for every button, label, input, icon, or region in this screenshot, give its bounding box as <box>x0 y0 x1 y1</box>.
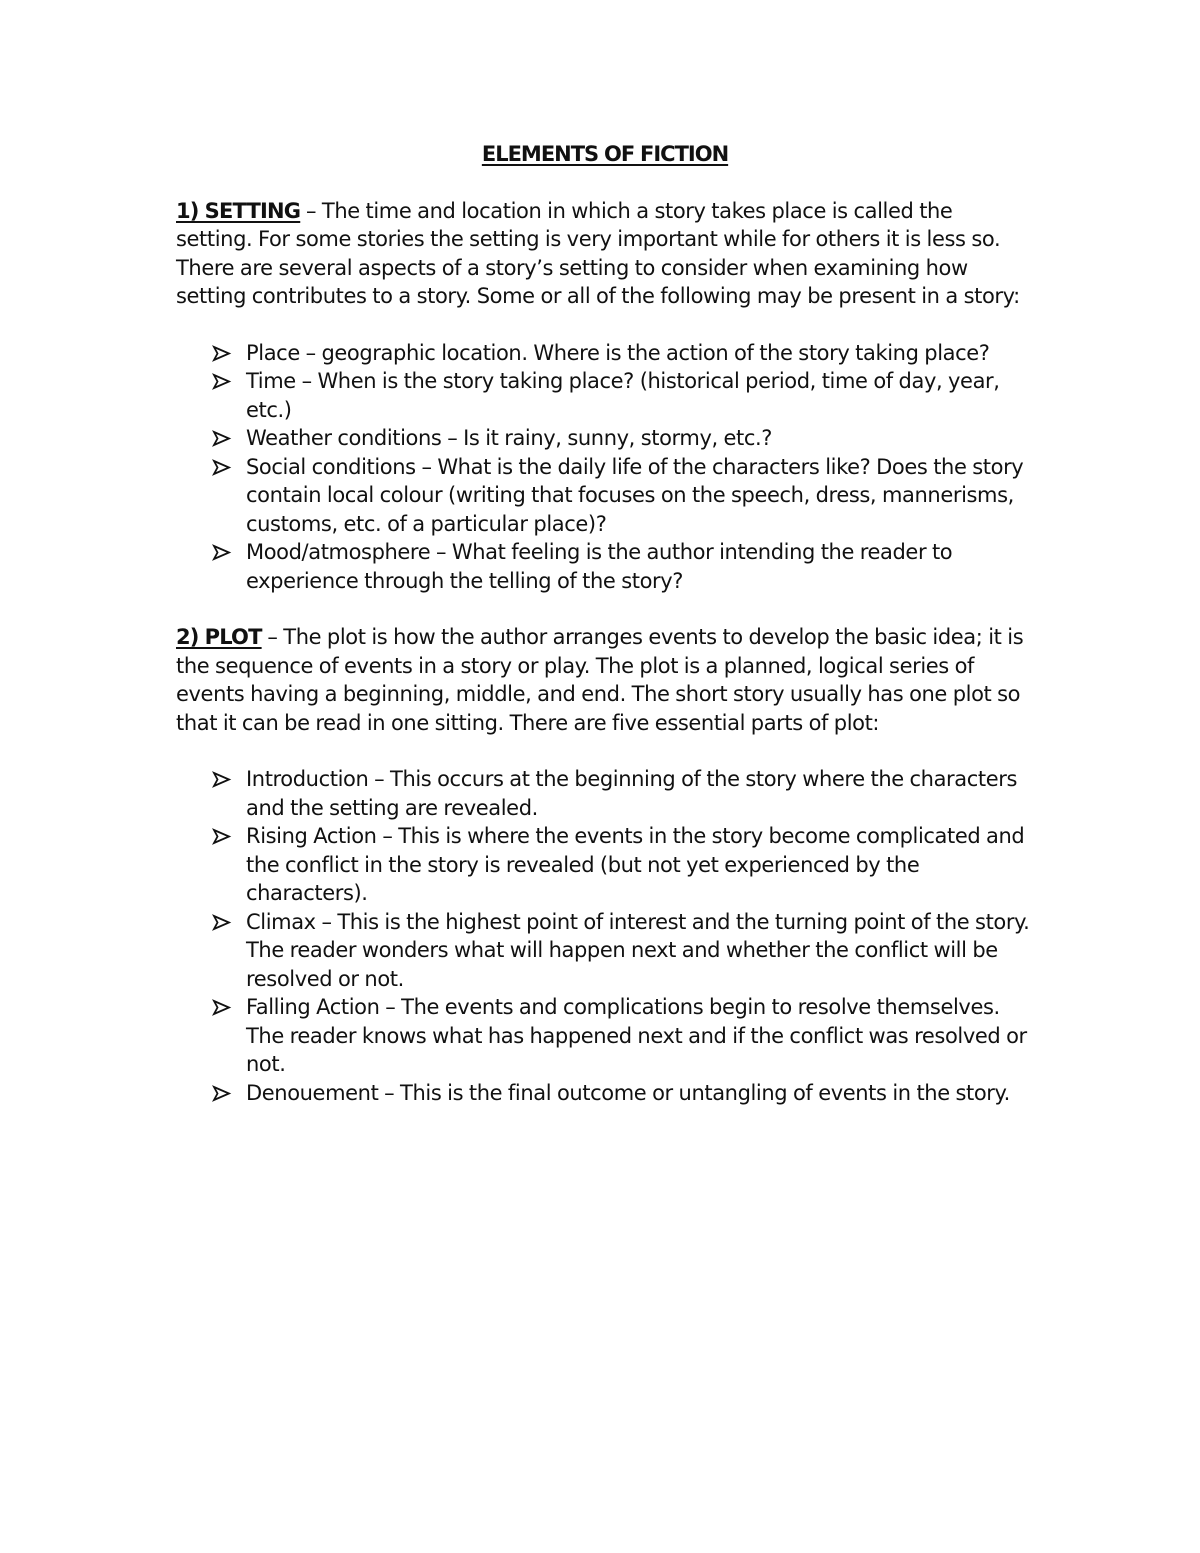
arrowhead-bullet-icon <box>212 538 234 566</box>
document-page <box>176 140 1034 1135</box>
section-heading: 1) SETTING <box>176 198 301 223</box>
list-item <box>176 765 1034 822</box>
list-item <box>176 339 1034 368</box>
section-1-bullet-list <box>176 339 1034 596</box>
arrowhead-bullet-icon <box>212 765 234 793</box>
arrowhead-bullet-icon <box>212 339 234 367</box>
list-item-text: Denouement – This is the final outcome or untangling of events in the story. <box>246 1080 1010 1105</box>
sections-container <box>176 197 1034 1108</box>
list-item <box>176 424 1034 453</box>
list-item <box>176 908 1034 994</box>
list-item-text: Weather conditions – Is it rainy, sunny, stormy, etc.? <box>246 426 773 450</box>
list-item <box>176 367 1034 424</box>
arrowhead-bullet-icon <box>212 822 234 850</box>
list-item-text: Place – geographic location. Where is the action of the story taking place? <box>246 340 990 365</box>
document-title: ELEMENTS OF FICTION <box>481 142 729 166</box>
list-item <box>176 538 1034 595</box>
list-item <box>176 822 1034 908</box>
section-intro-text: – The time and location in which a story takes place is called the setting. For some stories the setting is very important while for others it is less so. There are several aspects of a story’s setting to consider when examining how setting contributes to a story. Some or all of the following may be present in a story: <box>176 198 1020 308</box>
list-item <box>176 993 1034 1079</box>
arrowhead-bullet-icon <box>212 367 234 395</box>
arrowhead-bullet-icon <box>212 424 234 452</box>
list-item-text: Time – When is the story taking place? (historical period, time of day, year, etc.) <box>246 369 1000 422</box>
section-2-bullet-list <box>176 765 1034 1107</box>
list-item-text: Social conditions – What is the daily life of the characters like? Does the story contain local colour (writing that focuses on the speech, dress, mannerisms, customs, etc. of a particular place)? <box>246 454 1024 536</box>
arrowhead-bullet-icon <box>212 453 234 481</box>
arrowhead-bullet-icon <box>212 1079 234 1107</box>
arrowhead-bullet-icon <box>212 993 234 1021</box>
section-2-paragraph <box>176 623 1034 737</box>
list-item-text: Rising Action – This is where the events in the story become complicated and the conflict in the story is revealed (but not yet experienced by the characters). <box>246 824 1025 905</box>
list-item-text: Falling Action – The events and complications begin to resolve themselves. The reader knows what has happened next and if the conflict was resolved or not. <box>246 995 1027 1076</box>
list-item <box>176 453 1034 539</box>
arrowhead-bullet-icon <box>212 908 234 936</box>
section-intro-text: – The plot is how the author arranges events to develop the basic idea; it is the sequence of events in a story or play. The plot is a planned, logical series of events having a beginning, middle, and end. The short story usually has one plot so that it can be read in one sitting. There are five essential parts of plot: <box>176 625 1024 735</box>
list-item <box>176 1079 1034 1108</box>
section-heading: 2) PLOT <box>176 625 262 649</box>
list-item-text: Introduction – This occurs at the beginning of the story where the characters and the setting are revealed. <box>246 767 1018 820</box>
list-item-text: Climax – This is the highest point of interest and the turning point of the story. The reader wonders what will happen next and whether the conflict will be resolved or not. <box>246 909 1030 991</box>
section-1-paragraph <box>176 197 1034 311</box>
list-item-text: Mood/atmosphere – What feeling is the author intending the reader to experience through the telling of the story? <box>246 540 953 593</box>
